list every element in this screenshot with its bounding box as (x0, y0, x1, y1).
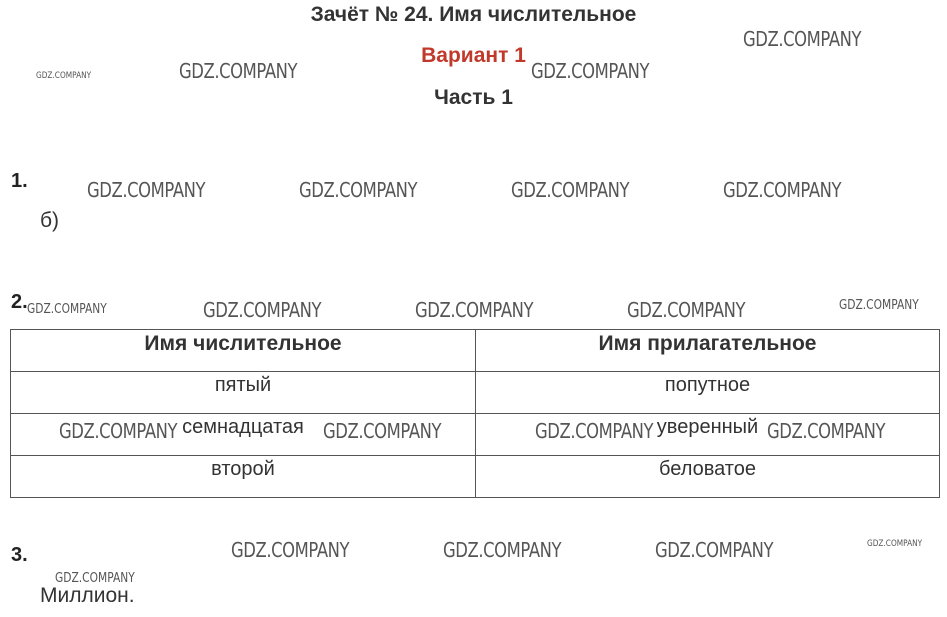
watermark: GDZ.COMPANY (59, 419, 178, 443)
watermark: GDZ.COMPANY (743, 27, 862, 51)
watermark: GDZ.COMPANY (415, 298, 534, 322)
table-cell: уверенный (476, 414, 940, 456)
part-label: Часть 1 (434, 86, 513, 109)
table-cell: беловатое (476, 456, 940, 498)
task-1-number: 1. (11, 170, 28, 192)
watermark: GDZ.COMPANY (531, 59, 650, 83)
watermark: GDZ.COMPANY (87, 178, 206, 202)
table-header-row (11, 330, 940, 372)
page-title: Зачёт № 24. Имя числительное (310, 3, 637, 26)
watermark: GDZ.COMPANY (535, 419, 654, 443)
column-header-numeral: Имя числительное (11, 330, 476, 372)
watermark: GDZ.COMPANY (27, 302, 107, 317)
table-row (11, 372, 940, 414)
watermark: GDZ.COMPANY (723, 178, 842, 202)
numeral-adjective-table (10, 329, 940, 498)
watermark: GDZ.COMPANY (55, 571, 135, 586)
watermark: GDZ.COMPANY (839, 298, 919, 313)
watermark: GDZ.COMPANY (323, 419, 442, 443)
watermark: GDZ.COMPANY (511, 178, 630, 202)
task-2-number: 2. (11, 291, 28, 313)
table-row (11, 456, 940, 498)
table-cell: попутное (476, 372, 940, 414)
watermark: GDZ.COMPANY (443, 538, 562, 562)
variant-label: Вариант 1 (421, 44, 526, 67)
table-cell: семнадцатая (11, 414, 476, 456)
task-3-answer: Миллион. (40, 584, 135, 607)
watermark: GDZ.COMPANY (203, 298, 322, 322)
watermark: GDZ.COMPANY (179, 59, 298, 83)
watermark: GDZ.COMPANY (231, 538, 350, 562)
task-3-number: 3. (11, 544, 28, 566)
table-cell: второй (11, 456, 476, 498)
table-cell: пятый (11, 372, 476, 414)
column-header-adjective: Имя прилагательное (476, 330, 940, 372)
watermark: GDZ.COMPANY (867, 539, 923, 549)
watermark: GDZ.COMPANY (36, 71, 92, 81)
watermark: GDZ.COMPANY (299, 178, 418, 202)
watermark: GDZ.COMPANY (767, 419, 886, 443)
watermark: GDZ.COMPANY (655, 538, 774, 562)
watermark: GDZ.COMPANY (627, 298, 746, 322)
task-1-b-label: б) (40, 209, 60, 232)
